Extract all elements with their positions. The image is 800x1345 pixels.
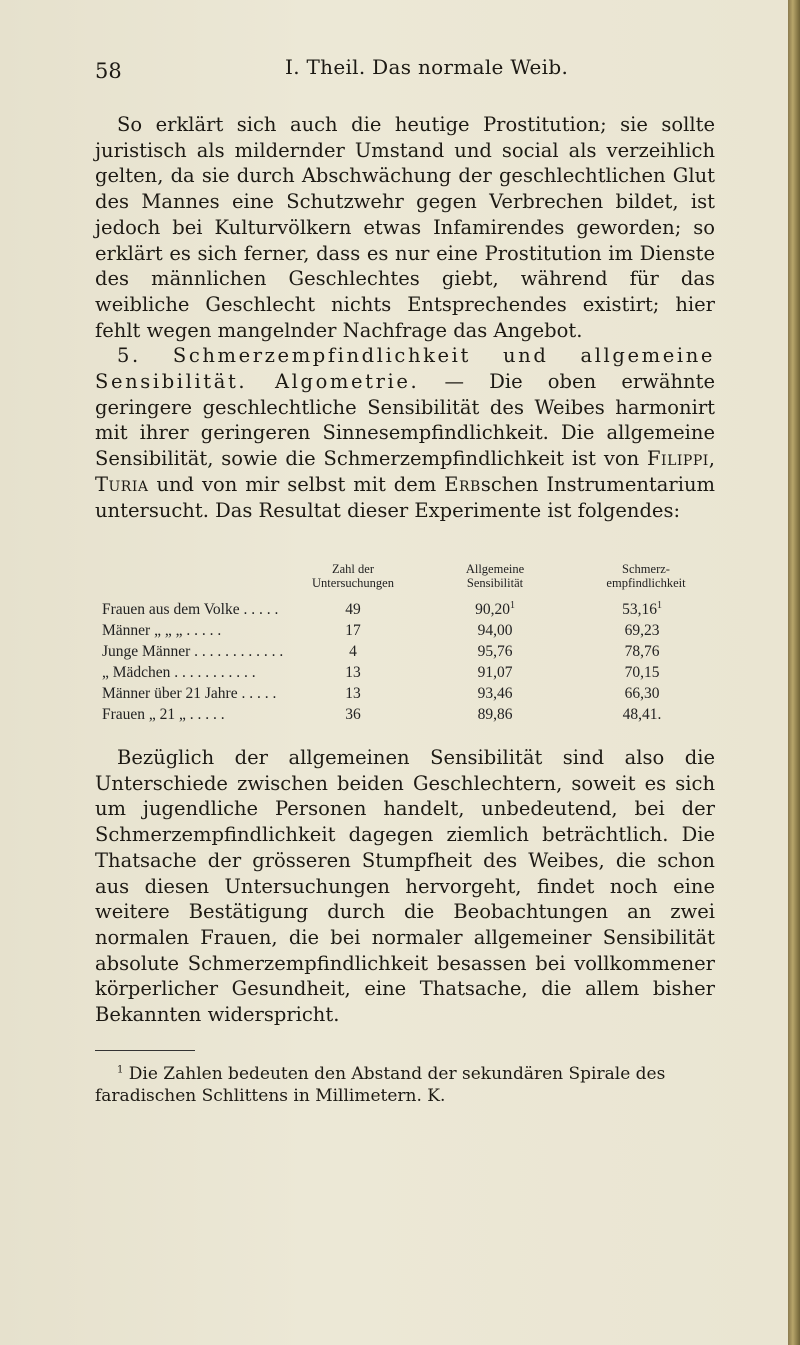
table-row: Frauen „ 21 „ . . . . . 36 89,86 48,41. — [102, 706, 662, 723]
lower-text-block — [95, 745, 715, 1028]
header-count: Zahl der Untersuchungen — [312, 562, 394, 590]
table-row: Frauen aus dem Volke . . . . . 49 90,20$^1$ 53,16$^1$ — [102, 599, 662, 618]
page-edge — [788, 0, 800, 1345]
footnote-divider — [95, 1050, 195, 1051]
table-row: „ Mädchen . . . . . . . . . . . 13 91,07 70,15 — [102, 664, 660, 681]
running-title: I. Theil. Das normale Weib. — [285, 55, 569, 79]
footnote-text: Die Zahlen bedeuten den Abstand der sekundären Spirale des faradischen Schlittens in Millimetern. K. — [95, 1064, 666, 1106]
footnote-number: 1 — [117, 1064, 124, 1076]
page-header — [95, 55, 715, 85]
footnote-marker: 1 — [509, 599, 515, 611]
paragraph-conclusion: Bezüglich der allgemeinen Sensibilität sind also die Unterschiede zwischen beiden Geschlechtern, soweit es sich um jugendliche Personen handelt, unbedeutend, bei der Schmerzempfindlichkeit dagegen ziemlich beträchtlich. Die Thatsache der grösseren Stumpfheit des Weibes, die schon aus diesen Untersuchungen hervorgeht, findet noch eine weitere Bestätigung durch die Beobachtungen an zwei normalen Frauen, die bei normaler allgemeiner Sensibilität absolute Schmerzempfindlichkeit besassen bei vollkommener körperlicher Gesundheit, eine Thatsache, die allem bisher Bekannten widerspricht. — [95, 746, 715, 1027]
section-heading: 5. Schmerzempfindlichkeit und allgemeine Sensibilität. Algometrie. — [95, 344, 715, 394]
header-general-sensibility: Allgemeine Sensibilität — [465, 562, 525, 590]
page-number: 58 — [95, 59, 122, 83]
header-pain-sensitivity: Schmerz- empfindlichkeit — [606, 562, 686, 590]
paragraph-prostitution: So erklärt sich auch die heutige Prostitution; sie sollte juristisch als mildernder Umstand und social als verzeihlich gelten, da sie durch Abschwächung der geschlechtlichen Glut des Mannes eine Schutzwehr gegen Verbrechen bildet, ist jedoch bei Kulturvölkern etwas Infamirendes geworden; so erklärt es sich ferner, dass es nur eine Prostitution im Dienste des männlichen Geschlechtes giebt, während für das weibliche Geschlecht nichts Entsprechendes existirt; hier fehlt wegen mangelnder Nachfrage das Angebot. — [95, 113, 715, 342]
author-erb: Erb — [444, 472, 481, 496]
footnote-marker: 1 — [656, 599, 662, 611]
author-filippi: Filippi — [647, 447, 709, 471]
table-row: Junge Männer . . . . . . . . . . . . 4 95,76 78,76 — [102, 643, 660, 660]
table-row: Männer über 21 Jahre . . . . . 13 93,46 66,30 — [102, 685, 660, 702]
author-turia: Turia — [95, 472, 149, 496]
table-row: Männer „ „ „ . . . . . 17 94,00 69,23 — [102, 622, 660, 639]
upper-text-block — [95, 112, 715, 523]
paragraph-sensibility: 5. Schmerzempfindlichkeit und allgemeine Sensibilität. Algometrie. — Die oben erwähnte geringere geschlechtliche Sensibilität des Weibes harmonirt mit ihrer geringeren Sinnesempfindlichkeit. Die allgemeine Sensibilität, sowie die Schmerzempfindlichkeit ist von Filippi, Turia und von mir selbst mit dem Erbschen Instrumentarium untersucht. Das Resultat dieser Experimente ist folgendes: — [95, 344, 715, 522]
footnote — [95, 1063, 715, 1107]
